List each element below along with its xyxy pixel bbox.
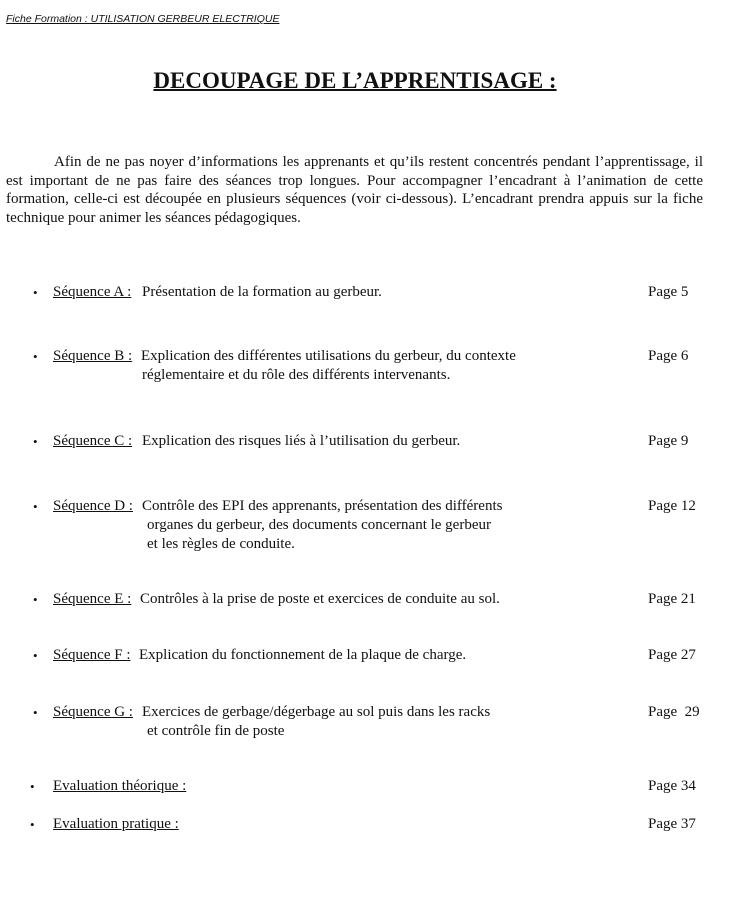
bullet-icon: • bbox=[33, 285, 38, 300]
bullet-icon: • bbox=[33, 434, 38, 449]
sequence-description bbox=[142, 497, 502, 554]
sequence-label: Séquence B : bbox=[53, 348, 133, 364]
sequence-label: Séquence A : bbox=[53, 284, 132, 300]
sequence-description bbox=[142, 703, 490, 741]
sequence-label: Séquence E : bbox=[53, 591, 132, 607]
bullet-icon: • bbox=[30, 817, 35, 832]
sequence-description bbox=[141, 347, 516, 385]
sequence-description bbox=[139, 646, 466, 665]
sequence-description bbox=[142, 432, 460, 451]
bullet-icon: • bbox=[33, 592, 38, 607]
sequence-label: Evaluation théorique : bbox=[53, 778, 187, 794]
sequence-description-line: Contrôles à la prise de poste et exercices de conduite au sol. bbox=[140, 591, 500, 607]
bullet-icon: • bbox=[33, 705, 38, 720]
sequence-label: Evaluation pratique : bbox=[53, 816, 179, 832]
sequence-page-reference: Page 29 bbox=[648, 704, 700, 720]
sequence-page-reference: Page 21 bbox=[648, 591, 696, 607]
sequence-page-reference: Page 9 bbox=[648, 433, 689, 449]
sequence-description-line: Explication du fonctionnement de la plaque de charge. bbox=[139, 647, 467, 663]
sequence-description-line: réglementaire et du rôle des différents intervenants. bbox=[142, 367, 451, 383]
bullet-icon: • bbox=[33, 499, 38, 514]
sequence-description-line: Explication des risques liés à l’utilisation du gerbeur. bbox=[142, 433, 461, 449]
bullet-icon: • bbox=[30, 779, 35, 794]
sequence-description-line: organes du gerbeur, des documents concernant le gerbeur bbox=[147, 517, 491, 533]
sequence-description bbox=[140, 590, 500, 609]
sequence-description-line: Exercices de gerbage/dégerbage au sol puis dans les racks bbox=[142, 704, 491, 720]
intro-paragraph: Afin de ne pas noyer d’informations les apprenants et qu’ils restent concentrés pendant l’apprentissage, il est important de ne pas faire des séances trop longues. Pour accompagner l’encadrant à l’animation de cette formation, celle-ci est découpée en plusieurs séquences (voir ci-dessous). L’encadrant prendra appuis sur la fiche technique pour animer les séances pédagogiques. bbox=[6, 154, 703, 226]
sequence-page-reference: Page 12 bbox=[648, 498, 696, 514]
sequence-label: Séquence G : bbox=[53, 704, 133, 720]
sequence-label: Séquence C : bbox=[53, 433, 133, 449]
bullet-icon: • bbox=[33, 349, 38, 364]
sequence-description-line: Présentation de la formation au gerbeur. bbox=[142, 284, 382, 300]
sequence-page-reference: Page 37 bbox=[648, 816, 696, 832]
sequence-page-reference: Page 5 bbox=[648, 284, 689, 300]
sequence-description-line: Explication des différentes utilisations du gerbeur, du contexte bbox=[141, 348, 516, 364]
document-header: Fiche Formation : UTILISATION GERBEUR ELECTRIQUE bbox=[6, 13, 280, 25]
sequence-label: Séquence F : bbox=[53, 647, 131, 663]
sequence-label: Séquence D : bbox=[53, 498, 133, 514]
sequence-description bbox=[142, 283, 382, 302]
sequence-description-line: et les règles de conduite. bbox=[147, 536, 295, 552]
sequence-page-reference: Page 6 bbox=[648, 348, 689, 364]
sequence-page-reference: Page 34 bbox=[648, 778, 696, 794]
sequence-page-reference: Page 27 bbox=[648, 647, 696, 663]
bullet-icon: • bbox=[33, 648, 38, 663]
sequence-description-line: et contrôle fin de poste bbox=[147, 723, 285, 739]
sequence-description-line: Contrôle des EPI des apprenants, présentation des différents bbox=[142, 498, 503, 514]
page-title: DECOUPAGE DE L’APPRENTISAGE : bbox=[153, 68, 557, 93]
